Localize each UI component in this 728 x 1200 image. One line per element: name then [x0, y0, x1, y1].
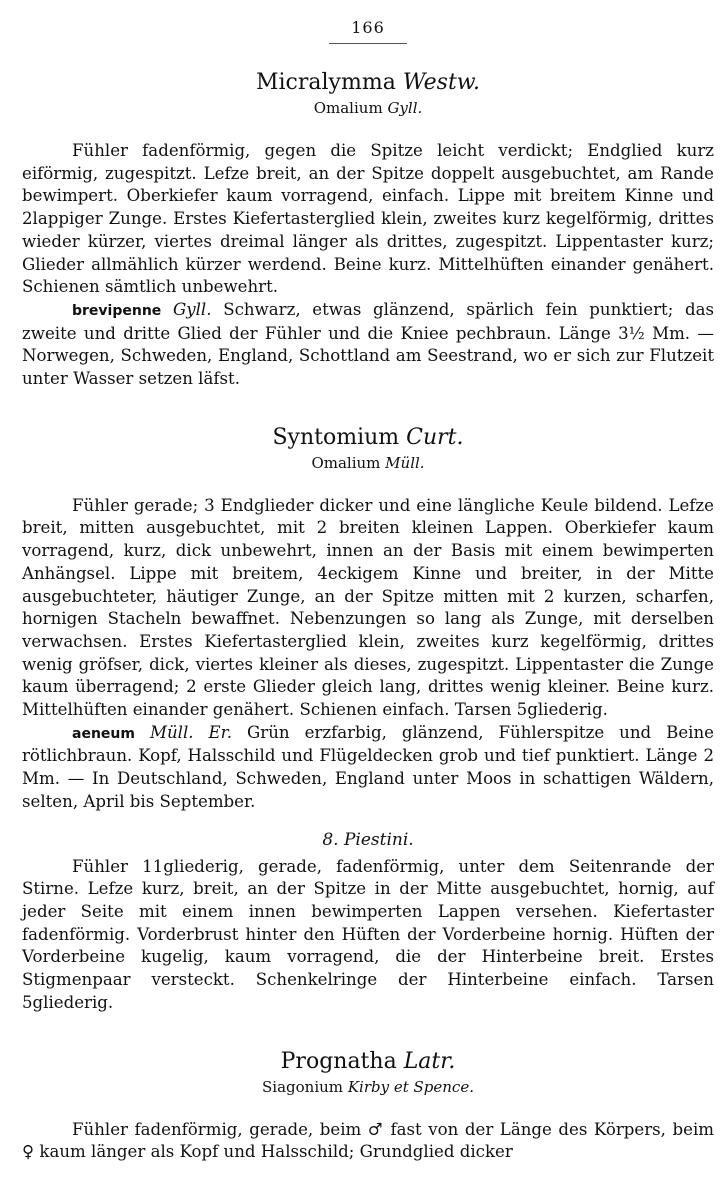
tribe-heading: 8. Piestini. — [322, 829, 414, 850]
synonym-name: Omalium — [313, 99, 383, 117]
species-name: aeneum — [72, 725, 135, 742]
genus-description: Fühler gerade; 3 Endglieder dicker und eine längliche Keule bildend. Lefze breit, mitten ausgebuchtet, mit 2 breiten kleinen Lappen. Oberkiefer kaum vorragend, kurz, dick unbewehrt, innen an der Basis mit einem bewimperten Anhängsel. Lippe mit breitem, 4eckigem Kinne und breiter, in der Mitte ausgebuchteter, häutiger Zunge, an der Spitze mitten mit 2 kurzen, scharfen, hornigen Stacheln bewaffnet. Nebenzungen so lang als Zunge, mit derselben verwachsen. Erstes Kiefertasterglied klein, zweites kurz kegelförmig, drittes wenig gröfser, dick, viertes kleiner als dieses, zugespitzt. Lippentaster die Zunge kaum überragend; 2 erste Glieder gleich lang, drittes wenig kleiner. Beine kurz. Mittelhüften einander genähert. Schienen einfach. Tarsen 5gliederig. — [22, 495, 714, 720]
genus-author: Westw. — [402, 70, 480, 95]
genus-heading — [22, 425, 714, 451]
genus-heading — [22, 1049, 714, 1075]
genus-name: Syntomium — [272, 424, 400, 450]
synonym-name: Siagonium — [262, 1077, 344, 1096]
genus-heading — [22, 70, 714, 96]
species-name: brevipenne — [72, 302, 162, 319]
species-entry — [22, 722, 714, 814]
genus-description: Fühler fadenförmig, gegen die Spitze leicht verdickt; Endglied kurz eiförmig, zugespitzt. Lefze breit, an der Spitze doppelt ausgebuchtet, am Rande bewimpert. Oberkiefer kaum vorragend, einfach. Lippe mit breitem Kinne und 2lappiger Zunge. Erstes Kiefertasterglied klein, zweites kurz kegelförmig, drittes wieder kürzer, viertes dreimal länger als drittes, zugespitzt. Lippentaster kurz; Glieder allmählich kürzer werdend. Beine kurz. Mittelhüften einander genähert. Schienen sämtlich unbewehrt. — [22, 141, 714, 297]
species-author: Müll. Er. — [149, 722, 233, 742]
synonym-line — [22, 453, 714, 473]
page-number: 166 — [351, 18, 385, 37]
genus-name: Prognatha — [280, 1048, 397, 1074]
species-text: Grün erzfarbig, glänzend, Fühlerspitze und Beine rötlichbraun. Kopf, Halsschild und Flügeldecken grob und tief punktiert. Länge 2 Mm. — In Deutschland, Schweden, England unter Moos in schattigen Wäldern, selten, April bis September. — [22, 722, 714, 811]
genus-author: Latr. — [403, 1048, 456, 1074]
synonym-author: Kirby et Spence. — [347, 1077, 474, 1096]
genus-description: Fühler fadenförmig, gerade, beim ♂ fast von der Länge des Körpers, beim ♀ kaum länger als Kopf und Halsschild; Grundglied dicker — [22, 1119, 714, 1162]
species-entry — [22, 299, 714, 391]
species-text: Schwarz, etwas glänzend, spärlich fein punktiert; das zweite und dritte Glied der Fühler und die Kniee pechbraun. Länge 3½ Mm. — Norwegen, Schweden, England, Schottland am Seestrand, wo er sich zur Flutzeit unter Wasser setzen läfst. — [22, 299, 714, 389]
synonym-line — [22, 98, 714, 118]
genus-section-micralymma — [22, 70, 714, 391]
genus-name: Micralymma — [255, 70, 396, 95]
tribe-description: Fühler 11gliederig, gerade, fadenförmig, unter dem Seitenrande der Stirne. Lefze kurz, breit, an der Spitze in der Mitte ausgebuchtet, hornig, auf jeder Seite mit einem innen bewimperten Lappen versehen. Kiefertaster fadenförmig. Vorderbrust hinter den Hüften der Vorderbeine hornig. Hüften der Vorderbeine kugelig, kaum vorragend, die der Hinterbeine breit. Erstes Stigmenpaar versteckt. Schenkelringe der Hinterbeine einfach. Tarsen 5gliederig. — [22, 856, 714, 1012]
synonym-name: Omalium — [311, 453, 381, 472]
genus-section-prognatha — [22, 1049, 714, 1164]
synonym-line — [22, 1077, 714, 1097]
page-number-rule — [329, 43, 407, 44]
tribe-section-piestini — [22, 828, 714, 1015]
synonym-author: Müll. — [385, 453, 425, 472]
genus-author: Curt. — [406, 424, 464, 450]
synonym-author: Gyll. — [387, 99, 423, 117]
species-author: Gyll. — [172, 299, 212, 319]
genus-section-syntomium — [22, 425, 714, 814]
